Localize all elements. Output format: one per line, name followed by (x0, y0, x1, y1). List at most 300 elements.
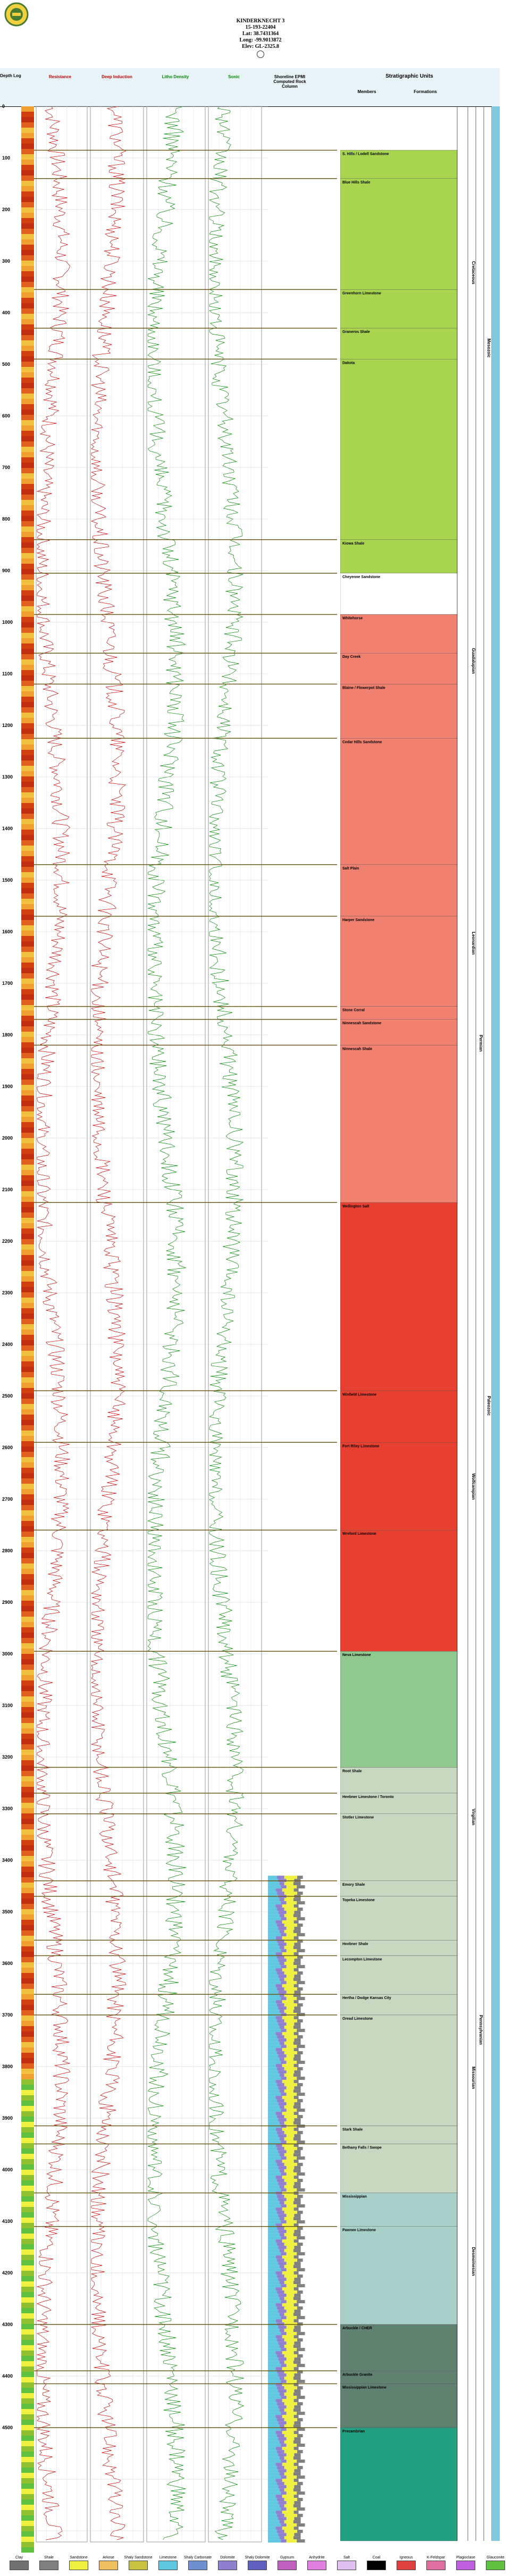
mineral-fraction (268, 2290, 277, 2294)
lithology-band (21, 394, 34, 399)
lithology-band (21, 1622, 34, 1627)
strat-unit-label: Heebner Limestone / Toronto (342, 1795, 394, 1799)
log-curve (37, 106, 70, 2540)
mineral-fraction (277, 2498, 284, 2501)
mineral-fraction (297, 2354, 303, 2357)
lithology-band (21, 2462, 34, 2468)
lithology-band (21, 2319, 34, 2324)
lithology-band (21, 1851, 34, 1856)
mineral-fraction (287, 2134, 295, 2137)
lithology-band (21, 1388, 34, 1393)
mineral-fraction (287, 2300, 297, 2303)
mineral-fraction (294, 2016, 299, 2019)
depth-tick-label: 2300 (2, 1290, 13, 1295)
mineral-fraction (297, 1885, 305, 1888)
mineral-fraction (294, 2479, 299, 2482)
mineral-fraction (268, 2259, 277, 2262)
mineral-fraction (268, 2341, 278, 2345)
mineral-fraction (280, 2249, 284, 2252)
mineral-fraction (284, 2131, 297, 2134)
lithology-band (21, 431, 34, 436)
mineral-fraction (287, 2070, 295, 2073)
mineral-fraction (268, 1885, 281, 1888)
strat-unit-band (340, 1651, 457, 1767)
mineral-fraction (284, 2083, 297, 2086)
track-frame (36, 106, 87, 2542)
depth-tick-label: 300 (2, 258, 11, 264)
mineral-fraction (281, 2364, 287, 2367)
lithology-band (21, 1824, 34, 1829)
lithology-band (21, 1563, 34, 1569)
lithology-band (21, 862, 34, 867)
lithology-band (21, 1734, 34, 1739)
mineral-fraction (268, 2386, 277, 2389)
mineral-fraction (280, 1898, 284, 1901)
mineral-fraction (276, 2447, 282, 2450)
mineral-fraction (297, 2029, 305, 2032)
lithology-band (21, 899, 34, 904)
lithology-band (21, 1776, 34, 1782)
mineral-fraction (280, 2408, 284, 2412)
lithology-band (21, 1478, 34, 1484)
strat-unit-band (340, 2428, 457, 2541)
mineral-fraction (268, 2137, 280, 2140)
mineral-fraction (268, 2153, 280, 2156)
mineral-fraction (287, 2533, 295, 2536)
lithology-band (21, 1744, 34, 1750)
lithology-band (21, 1829, 34, 1835)
mineral-fraction (297, 2274, 303, 2278)
lithology-band (21, 2372, 34, 2377)
strat-unit-label: Arbuckle / CHER (342, 2327, 372, 2330)
mineral-fraction (268, 2061, 281, 2064)
mineral-fraction (294, 2415, 299, 2418)
lithology-band (21, 2234, 34, 2239)
legend-swatch (367, 2561, 386, 2570)
mineral-fraction (284, 2450, 297, 2453)
lithology-band (21, 2335, 34, 2340)
mineral-fraction (276, 1920, 282, 1923)
mineral-fraction (280, 2169, 284, 2172)
lithology-band (21, 877, 34, 883)
mineral-fraction (282, 2463, 294, 2466)
strat-unit-band (340, 1202, 457, 1391)
mineral-fraction (276, 2495, 282, 2498)
mineral-fraction (280, 2504, 284, 2507)
lithology-band (21, 1579, 34, 1585)
mineral-fraction (293, 1978, 301, 1981)
lithology-band (21, 1760, 34, 1766)
mineral-fraction (268, 1914, 280, 1917)
lithology-band (21, 1292, 34, 1298)
strat-side-label: Virgilian (471, 1809, 476, 1826)
mineral-fraction (268, 2421, 278, 2424)
mineral-fraction (268, 1901, 281, 1904)
lithology-band (21, 138, 34, 144)
mineral-fraction (268, 1997, 281, 2000)
lithology-band (21, 558, 34, 564)
lithology-band (21, 1127, 34, 1133)
mineral-fraction (277, 2434, 284, 2437)
mineral-fraction (280, 1882, 284, 1885)
mineral-fraction (268, 1949, 281, 1952)
mineral-fraction (268, 2109, 281, 2112)
lithology-band (21, 2303, 34, 2308)
mineral-fraction (297, 2220, 305, 2223)
lithology-band (21, 165, 34, 170)
mineral-fraction (268, 2281, 280, 2284)
lithology-band (21, 548, 34, 553)
lithology-band (21, 457, 34, 463)
lithology-band (21, 1633, 34, 1638)
mineral-fraction (268, 2026, 280, 2029)
lithology-band (21, 1962, 34, 1968)
mineral-fraction (276, 2207, 282, 2211)
depth-tick-label: 3100 (2, 1703, 13, 1708)
lithology-band (21, 2441, 34, 2446)
sonic-header: Sonic (228, 74, 240, 79)
mineral-fraction (294, 2447, 299, 2450)
mineral-fraction (276, 2048, 282, 2051)
depth-tick-label: 4100 (2, 2219, 13, 2224)
strat-side-label: Leonardian (471, 932, 476, 955)
mineral-fraction (268, 2501, 278, 2504)
lithology-band (21, 2351, 34, 2356)
litho-density-header: Litho Density (162, 74, 189, 79)
lithology-band (21, 867, 34, 872)
mineral-fraction (297, 2332, 305, 2335)
mineral-fraction (268, 2032, 276, 2035)
lithology-band (21, 378, 34, 383)
lithology-band (21, 1260, 34, 1266)
mineral-fraction (297, 1908, 303, 1911)
lithology-band (21, 1936, 34, 1941)
mineral-fraction (297, 1971, 303, 1975)
lithology-band (21, 1516, 34, 1521)
lithology-band (21, 2404, 34, 2409)
mineral-fraction (297, 1997, 305, 2000)
lithology-band (21, 1287, 34, 1292)
mineral-fraction (268, 2466, 277, 2469)
mineral-fraction (277, 2306, 284, 2310)
mineral-fraction (278, 2102, 286, 2105)
mineral-fraction (297, 2284, 305, 2287)
lithology-band (21, 2542, 34, 2547)
lithology-band (21, 1197, 34, 1202)
lithology-band (21, 702, 34, 707)
lithology-band (21, 2499, 34, 2505)
lithology-band (21, 1138, 34, 1143)
mineral-fraction (281, 2093, 287, 2096)
mineral-fraction (297, 1987, 303, 1990)
mineral-fraction (294, 2118, 300, 2121)
mineral-fraction (287, 2220, 297, 2223)
lithology-band (21, 1978, 34, 1984)
mineral-fraction (284, 2227, 297, 2230)
mineral-fraction (276, 2287, 282, 2290)
mineral-fraction (287, 2389, 295, 2393)
mineral-fraction (278, 2517, 286, 2520)
mineral-fraction (294, 1911, 300, 1914)
mineral-fraction (280, 2089, 284, 2093)
mineral-fraction (297, 2140, 305, 2144)
mineral-fraction (268, 1892, 277, 1895)
mineral-fraction (268, 2431, 276, 2434)
mineral-fraction (284, 2089, 293, 2093)
mineral-fraction (282, 2287, 294, 2290)
mineral-fraction (282, 2303, 294, 2306)
mineral-fraction (276, 2463, 282, 2466)
mineral-fraction (281, 2380, 287, 2383)
lithology-band (21, 792, 34, 798)
mineral-fraction (294, 2054, 300, 2058)
mineral-fraction (268, 2463, 276, 2466)
mineral-fraction (276, 2271, 282, 2274)
mineral-fraction (277, 2083, 284, 2086)
mineral-fraction (294, 2134, 300, 2137)
lithology-band (21, 782, 34, 787)
mineral-fraction (284, 2042, 293, 2045)
lithology-band (21, 1314, 34, 1319)
mineral-fraction (284, 2361, 293, 2364)
lithology-band (21, 2249, 34, 2255)
lithology-band (21, 2000, 34, 2005)
mineral-fraction (268, 2265, 280, 2268)
mineral-fraction (276, 2112, 282, 2115)
mineral-fraction (284, 2514, 297, 2517)
lithology-band (21, 872, 34, 877)
lithology-band (21, 1111, 34, 1117)
depth-tick-label: 2400 (2, 1342, 13, 1347)
lithology-band (21, 1462, 34, 1468)
mineral-fraction (277, 2514, 284, 2517)
lithology-band (21, 399, 34, 404)
mineral-fraction (284, 2345, 293, 2348)
lithology-band (21, 1175, 34, 1181)
mineral-fraction (268, 2380, 281, 2383)
mineral-fraction (281, 2523, 287, 2527)
mineral-fraction (278, 2341, 286, 2345)
lithology-band (21, 798, 34, 803)
mineral-fraction (276, 1952, 282, 1955)
mineral-fraction (281, 2140, 287, 2144)
mineral-fraction (268, 2329, 280, 2332)
mineral-fraction (281, 2029, 287, 2032)
depth-tick-label: 1900 (2, 1084, 13, 1089)
mineral-fraction (284, 2498, 297, 2501)
lithology-band (21, 1532, 34, 1537)
lithology-band (21, 931, 34, 936)
strat-unit-band (340, 2144, 457, 2193)
mineral-fraction (277, 2211, 284, 2214)
lithology-band (21, 1165, 34, 1170)
lithology-band (21, 298, 34, 303)
log-curve (209, 106, 244, 2540)
lithology-band (21, 2196, 34, 2202)
mineral-fraction (268, 2335, 276, 2338)
mineral-fraction (268, 2102, 278, 2105)
lithology-band (21, 963, 34, 968)
lithology-band (21, 2069, 34, 2074)
mineral-fraction (293, 2137, 301, 2140)
lithology-band (21, 261, 34, 266)
mineral-fraction (294, 2102, 300, 2105)
mineral-fraction (293, 2265, 301, 2268)
depth-tick-label: 1500 (2, 877, 13, 883)
strat-unit-label: Fort Riley Limestone (342, 1444, 380, 1449)
mineral-fraction (278, 2405, 286, 2408)
mineral-fraction (268, 2169, 280, 2172)
lithology-band (21, 1383, 34, 1388)
mineral-fraction (278, 2070, 286, 2073)
mineral-fraction (297, 2498, 303, 2501)
lithology-band (21, 1542, 34, 1548)
mineral-fraction (277, 1971, 284, 1975)
mineral-fraction (280, 2233, 284, 2236)
lithology-band (21, 277, 34, 282)
mineral-fraction (277, 2274, 284, 2278)
lithology-band (21, 2180, 34, 2186)
mineral-fraction (268, 2316, 281, 2319)
mineral-fraction (268, 2070, 278, 2073)
mineral-fraction (297, 2316, 305, 2319)
lithology-band (21, 2090, 34, 2095)
lithology-band (21, 1425, 34, 1431)
mineral-fraction (287, 2230, 295, 2233)
mineral-fraction (282, 2016, 294, 2019)
mineral-fraction (287, 2166, 295, 2169)
lithology-strip (21, 106, 34, 2553)
depth-tick-label: 2700 (2, 1496, 13, 1502)
log-curve (91, 106, 126, 2540)
mineral-fraction (297, 2386, 303, 2389)
mineral-fraction (277, 2003, 284, 2006)
mineral-fraction (294, 2064, 299, 2067)
mineral-fraction (297, 2290, 303, 2294)
mineral-fraction (280, 2520, 284, 2523)
lithology-band (21, 824, 34, 830)
lithology-band (21, 1053, 34, 1058)
legend-item (63, 2556, 95, 2570)
lithology-band (21, 117, 34, 122)
strat-header: Stratigraphic Units (385, 73, 433, 79)
mineral-fraction (276, 1968, 282, 1971)
lithology-band (21, 239, 34, 245)
depth-tick-label: 3000 (2, 1651, 13, 1657)
lithology-band (21, 2271, 34, 2276)
mineral-fraction (268, 2080, 276, 2083)
mineral-fraction (287, 2262, 295, 2265)
mineral-fraction (297, 1933, 305, 1936)
mineral-fraction (284, 1882, 293, 1885)
mineral-fraction (268, 1943, 278, 1946)
mineral-fraction (294, 2335, 299, 2338)
mineral-fraction (287, 2453, 295, 2456)
lithology-band (21, 1675, 34, 1680)
mineral-fraction (278, 2182, 286, 2185)
era-color-bar (492, 106, 500, 2541)
mineral-fraction (294, 2310, 300, 2313)
mineral-fraction (268, 2294, 278, 2297)
mineral-fraction (268, 2504, 280, 2507)
legend-label: Sandstone (70, 2556, 88, 2560)
mineral-fraction (294, 2262, 300, 2265)
mineral-fraction (297, 2109, 305, 2112)
mineral-fraction (287, 1933, 297, 1936)
mineral-fraction (281, 1949, 287, 1952)
mineral-fraction (294, 2495, 299, 2498)
mineral-fraction (294, 2437, 300, 2440)
mineral-fraction (268, 1917, 281, 1920)
legend-item (390, 2556, 422, 2570)
mineral-fraction (281, 2348, 287, 2351)
legend-label: Shale (44, 2556, 54, 2560)
mineral-fraction (297, 2003, 303, 2006)
mineral-fraction (297, 2450, 303, 2453)
legend-item (271, 2556, 303, 2570)
depth-tick-label: 900 (2, 568, 11, 573)
lithology-band (21, 989, 34, 994)
strat-unit-label: Lecompton Limestone (342, 1958, 382, 1962)
mineral-fraction (282, 2239, 294, 2243)
lithology-band (21, 1032, 34, 1037)
mineral-fraction (297, 2396, 305, 2399)
mineral-fraction (278, 2310, 286, 2313)
lithology-band (21, 2063, 34, 2069)
mineral-fraction (284, 2147, 297, 2150)
mineral-fraction (284, 2185, 293, 2188)
depth-tick-label: 3800 (2, 2064, 13, 2069)
mineral-fraction (294, 2086, 300, 2089)
lithology-band (21, 2398, 34, 2404)
mineral-fraction (268, 2536, 280, 2539)
mineral-fraction (268, 2472, 280, 2475)
lithology-band (21, 622, 34, 628)
mineral-fraction (297, 1917, 305, 1920)
mineral-fraction (287, 2214, 295, 2217)
lithology-band (21, 2361, 34, 2366)
lithology-band (21, 1500, 34, 1505)
mineral-fraction (282, 1936, 294, 1939)
mineral-fraction (281, 2236, 287, 2239)
mineral-fraction (294, 2255, 299, 2259)
mineral-fraction (287, 1911, 295, 1914)
mineral-fraction (281, 2316, 287, 2319)
mineral-fraction (284, 2179, 297, 2182)
mineral-fraction (287, 1885, 297, 1888)
lithology-band (21, 1308, 34, 1314)
lithology-band (21, 2095, 34, 2101)
lithology-band (21, 2521, 34, 2526)
mineral-fraction (268, 2198, 278, 2201)
strat-unit-label: Root Shale (342, 1769, 362, 1774)
lithology-band (21, 1186, 34, 1191)
lithology-band (21, 324, 34, 330)
mineral-fraction (268, 2163, 277, 2166)
mineral-fraction (294, 1959, 300, 1962)
strat-unit-label: Greenhorn Limestone (342, 291, 381, 296)
mineral-fraction (278, 2373, 286, 2377)
mineral-fraction (297, 2338, 303, 2341)
mineral-fraction (297, 2402, 303, 2405)
mineral-fraction (268, 2134, 278, 2137)
lithology-band (21, 2074, 34, 2079)
mineral-fraction (277, 2115, 284, 2118)
strat-unit-label: Kiowa Shale (342, 541, 365, 546)
lithology-band (21, 2430, 34, 2436)
mineral-fraction (276, 2479, 282, 2482)
lithology-band (21, 1813, 34, 1819)
